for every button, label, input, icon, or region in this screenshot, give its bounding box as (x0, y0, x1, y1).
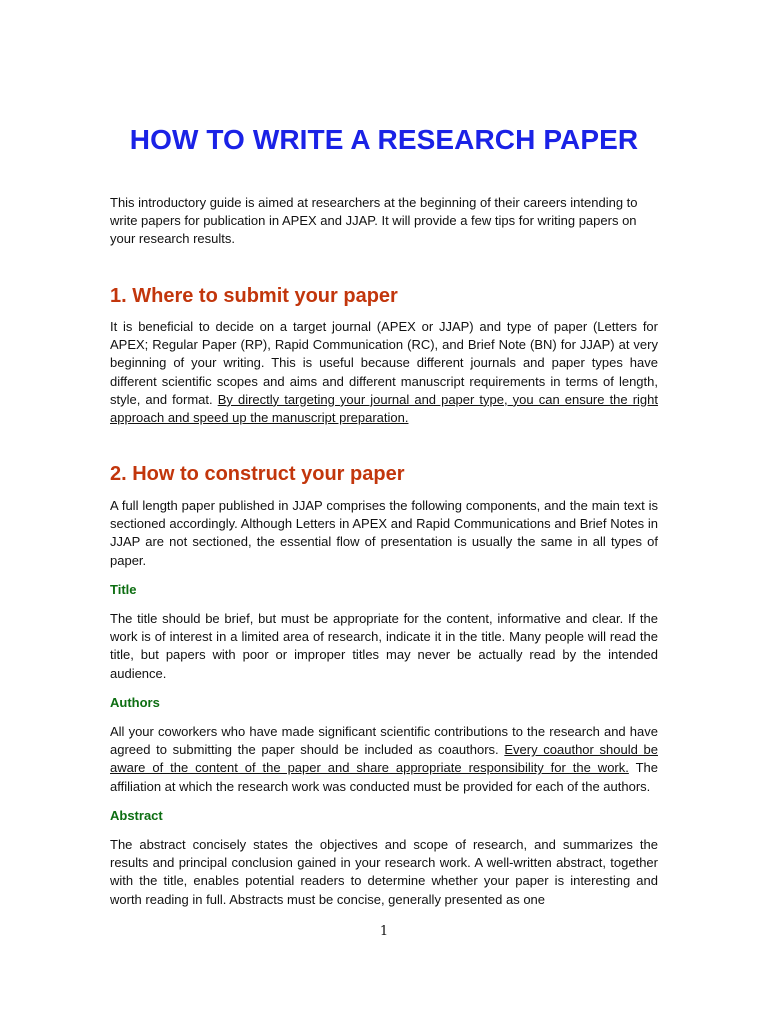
intro-paragraph: This introductory guide is aimed at researchers at the beginning of their careers intending to write papers for publication in APEX and JJAP. It will provide a few tips for writing papers on your research results. (110, 195, 638, 247)
underlined-emphasis: Every coauthor should be aware of the content of the paper and share appropriate responsibility for the work. (110, 742, 658, 776)
paragraph-text: All your coworkers who have made significant scientific contributions to the research and have agreed to submitting the paper should be included as coauthors. (110, 724, 658, 758)
paragraph-text: It is beneficial to decide on a target journal (APEX or JJAP) and type of paper (Letters for APEX; Regular Paper (RP), Rapid Communication (RC), and Brief Note (BN) for JJAP) at very beginning of your writing. This is useful because different journals and paper types have different scientific scopes and aims and different manuscript requirements in terms of length, style, and format. (110, 319, 658, 407)
subsection-paragraph-authors (110, 723, 658, 796)
subsection-paragraph-abstract: The abstract concisely states the objectives and scope of research, and summarizes the results and principal conclusion gained in your research work. A well-written abstract, together with the title, enables potential readers to determine whether your paper is interesting and worth reading in full. Abstracts must be concise, generally presented as one (110, 837, 658, 907)
subsection-heading-abstract: Abstract (110, 808, 163, 823)
section-paragraph-how-to-construct: A full length paper published in JJAP comprises the following components, and the main text is sectioned accordingly. Although Letters in APEX and Rapid Communications and Brief Notes in JJAP are not sectioned, the essential flow of presentation is usually the same in all types of paper. (110, 498, 658, 568)
subsection-heading-title: Title (110, 582, 137, 597)
section-heading-how-to-construct: 2. How to construct your paper (110, 463, 405, 485)
section-heading-where-to-submit: 1. Where to submit your paper (110, 285, 398, 307)
document-title: HOW TO WRITE A RESEARCH PAPER (129, 124, 639, 155)
underlined-emphasis: By directly targeting your journal and paper type, you can ensure the right approach and speed up the manuscript preparation. (110, 391, 659, 426)
page-number: 1 (379, 924, 389, 939)
subsection-heading-authors: Authors (110, 695, 160, 710)
paragraph-text: The affiliation at which the research work was conducted must be provided for each of the authors. (110, 760, 658, 794)
section-paragraph-where-to-submit (110, 318, 658, 427)
subsection-paragraph-title: The title should be brief, but must be appropriate for the content, informative and clear. If the work is of interest in a limited area of research, indicate it in the title. Many people will read the title, but papers with poor or improper titles may never be actually read by the intended audience. (110, 611, 658, 681)
